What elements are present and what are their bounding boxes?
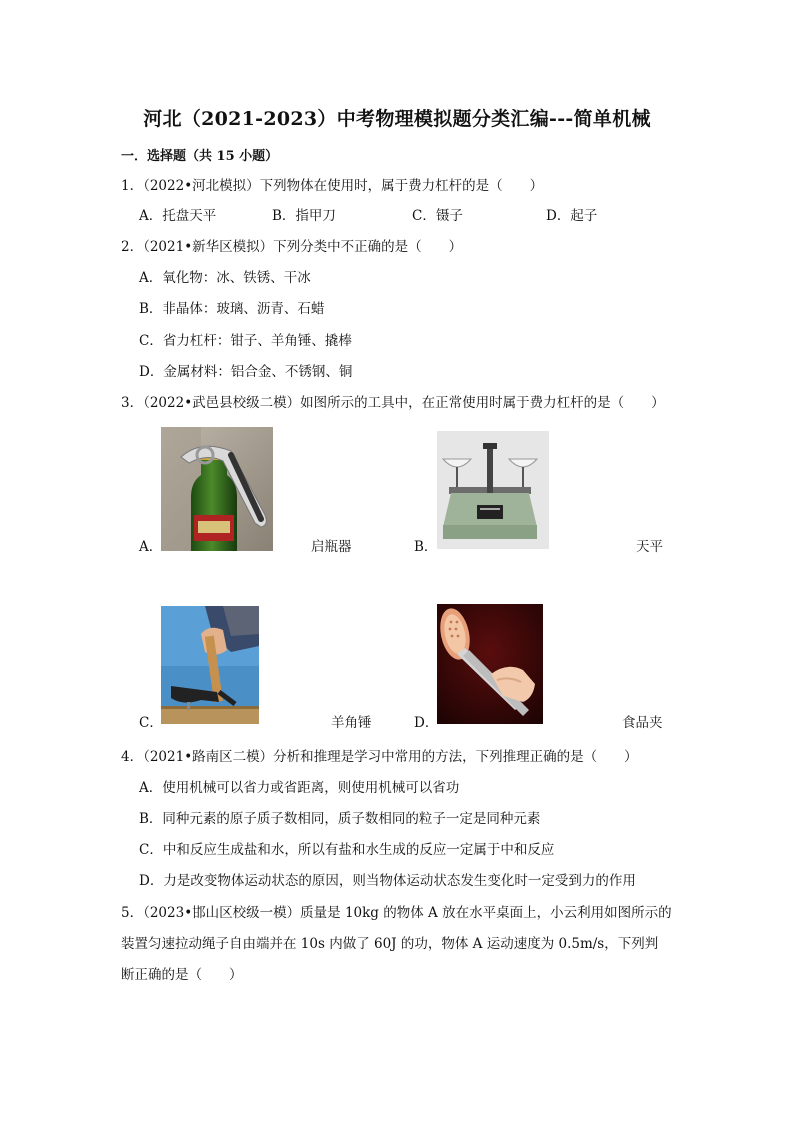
question-3-option-b-letter: B． [414,539,438,555]
bottle-opener-image [161,427,273,551]
question-2-option-b: B．非晶体：玻璃、沥青、石蜡 [139,301,325,317]
question-4-option-c: C．中和反应生成盐和水，所以有盐和水生成的反应一定属于中和反应 [139,842,555,858]
question-3-option-d-label: 食品夹 [622,715,663,731]
claw-hammer-image [161,606,259,724]
question-5-line-1: 5．（2023•邯山区校级一模）质量是 10kg 的物体 A 放在水平桌面上，小云利用如图所示的 [121,905,672,921]
question-1-option-a: A．托盘天平 [139,208,217,224]
question-4-option-d: D．力是改变物体运动状态的原因，则当物体运动状态发生变化时一定受到力的作用 [139,873,636,889]
question-1-option-c: C．镊子 [412,208,463,224]
question-4-stem: 4．（2021•路南区二模）分析和推理是学习中常用的方法，下列推理正确的是（ ） [121,749,638,765]
question-2-stem: 2．（2021•新华区模拟）下列分类中不正确的是（ ） [121,239,463,255]
question-4-option-a: A．使用机械可以省力或省距离，则使用机械可以省功 [139,780,460,796]
question-5-line-2: 装置匀速拉动绳子自由端并在 10s 内做了 60J 的功，物体 A 运动速度为 0.5m/s，下列判 [121,936,659,952]
question-3-option-b-label: 天平 [636,539,663,555]
question-3-option-c-letter: C． [139,715,163,731]
question-2-option-d: D．金属材料：铝合金、不锈钢、铜 [139,364,353,380]
question-1-option-d: D．起子 [546,208,598,224]
question-2-option-a: A．氧化物：冰、铁锈、干冰 [139,270,311,286]
question-3-option-a-letter: A． [139,539,163,555]
question-4-option-b: B．同种元素的原子质子数相同，质子数相同的粒子一定是同种元素 [139,811,541,827]
question-1-option-b: B．指甲刀 [272,208,336,224]
question-1-stem: 1．（2022•河北模拟）下列物体在使用时，属于费力杠杆的是（ ） [121,178,544,194]
question-2-option-c: C．省力杠杆：钳子、羊角锤、撬棒 [139,333,352,349]
section-heading: 一．选择题（共 15 小题） [121,149,279,164]
food-tongs-image [437,604,543,724]
question-3-option-a-label: 启瓶器 [311,539,352,555]
question-5-line-3: 断正确的是（ ） [121,967,243,983]
question-3-stem: 3．（2022•武邑县校级二模）如图所示的工具中，在正常使用时属于费力杠杆的是（ ） [121,395,665,411]
balance-scale-image [437,431,549,549]
page-title: 河北（2021-2023）中考物理模拟题分类汇编---简单机械 [143,108,651,130]
question-3-option-d-letter: D． [414,715,439,731]
question-3-option-c-label: 羊角锤 [331,715,372,731]
